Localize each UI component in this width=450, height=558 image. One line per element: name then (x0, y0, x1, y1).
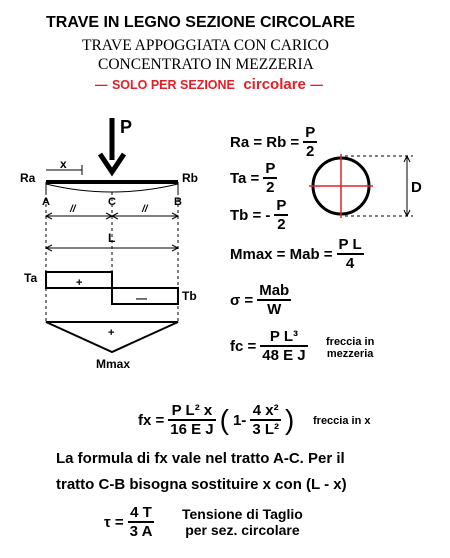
fx-open-paren: ( (219, 404, 229, 435)
tau-note: Tensione di Taglio per sez. circolare (182, 506, 303, 538)
fx-one: 1- (232, 411, 247, 429)
fc-note: freccia in mezzeria (326, 336, 375, 360)
fx-num2: 4 x² (252, 402, 279, 419)
shear-minus: — (136, 293, 147, 305)
formula-fc (230, 328, 308, 364)
fx-den2: 3 L² (252, 421, 279, 438)
ra-rb-lhs: Ra = Rb = (230, 133, 300, 151)
mmax-label: Mmax (96, 357, 131, 371)
fx-den: 16 E J (170, 421, 214, 438)
tb-den: 2 (274, 214, 288, 233)
fx-note: freccia in x (313, 415, 371, 427)
ra-rb-den: 2 (303, 141, 317, 160)
shear-plus: + (76, 277, 83, 289)
point-b: B (174, 196, 182, 208)
ra-label: Ra (20, 171, 36, 185)
note-highlight: circolare (243, 76, 306, 93)
ta-den: 2 (263, 177, 277, 196)
sigma-lhs: σ = (230, 291, 254, 309)
note-prefix: SOLO PER SEZIONE (111, 78, 235, 92)
tb-num: P (276, 197, 287, 214)
moment-plus: + (108, 327, 115, 339)
mmax-num: P L (338, 236, 362, 253)
ta-lhs: Ta = (230, 169, 260, 187)
formula-ta (230, 160, 277, 196)
cross-section (305, 150, 430, 220)
formula-tau (104, 504, 154, 540)
svg-text://: // (142, 204, 148, 215)
tau-den: 3 A (129, 523, 153, 540)
subtitle-line-1: TRAVE APPOGGIATA CON CARICO (82, 37, 329, 54)
text-line-1: La formula di fx vale nel tratto A-C. Per il (56, 450, 345, 467)
fc-lhs: fc = (230, 337, 257, 355)
dash-right: — (310, 78, 323, 92)
tau-num: 4 T (130, 504, 152, 521)
fc-den: 48 E J (262, 347, 306, 364)
ta-label: Ta (24, 271, 38, 285)
tb-label: Tb (182, 289, 197, 303)
fx-lhs: fx = (138, 411, 165, 429)
ra-rb-num: P (305, 124, 316, 141)
rb-label: Rb (182, 171, 198, 185)
section-note (95, 76, 323, 94)
mmax-den: 4 (337, 253, 364, 272)
formula-tb (230, 197, 288, 233)
formula-sigma (230, 282, 291, 318)
ta-num: P (265, 160, 276, 177)
formula-ra-rb (230, 124, 317, 160)
sigma-den: W (257, 299, 291, 318)
text-line-2: tratto C-B bisogna sostituire x con (L - x) (56, 476, 347, 493)
point-c: C (108, 196, 116, 208)
section-d-label: D (411, 179, 422, 196)
fx-num: P L² x (171, 402, 213, 419)
span-label: L (108, 231, 116, 245)
load-label: P (120, 117, 133, 137)
page-title: TRAVE IN LEGNO SEZIONE CIRCOLARE (46, 14, 356, 31)
mmax-lhs: Mmax = Mab = (230, 245, 333, 263)
beam-diagram (0, 110, 215, 380)
svg-text://: // (70, 204, 76, 215)
formula-fx (138, 402, 294, 438)
x-label: x (60, 157, 67, 171)
dash-left: — (95, 78, 108, 92)
sigma-num: Mab (259, 282, 290, 299)
fc-num: P L³ (269, 328, 298, 345)
formula-mmax (230, 236, 364, 272)
tb-lhs: Tb = - (230, 206, 271, 224)
tau-lhs: τ = (104, 513, 124, 531)
point-a: A (42, 196, 50, 208)
deflected-shape (46, 184, 178, 192)
subtitle-line-2: CONCENTRATO IN MEZZERIA (98, 56, 314, 73)
fx-close-paren: ) (284, 404, 295, 435)
